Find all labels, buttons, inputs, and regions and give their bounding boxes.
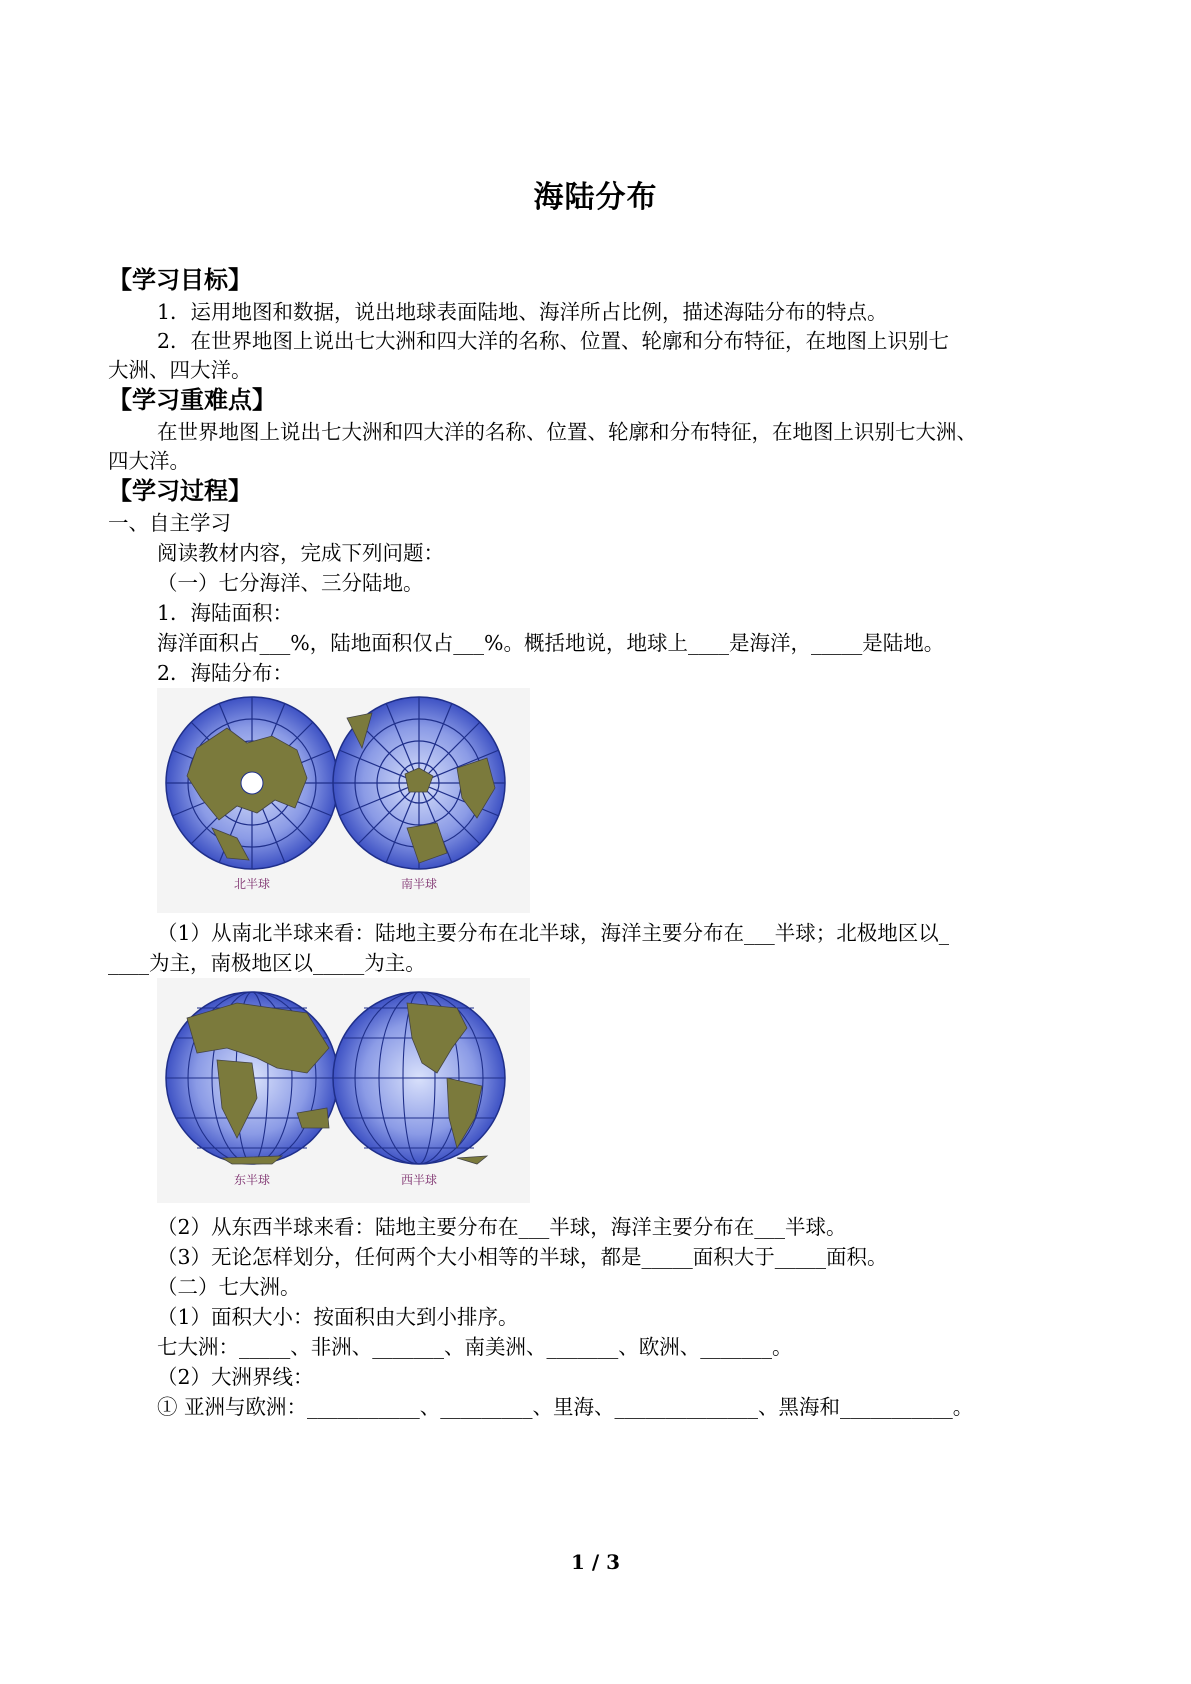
hemisphere-map-east-west: [157, 978, 530, 1203]
goal-item-2-cont: 大洲、四大洋。: [108, 358, 252, 382]
subsection-heading: （二）七大洲。: [157, 1275, 301, 1299]
instruction: 阅读教材内容，完成下列问题：: [157, 541, 444, 565]
section-heading-goals: 【学习目标】: [108, 265, 252, 294]
page-title: 海陆分布: [533, 180, 658, 215]
section-heading-process: 【学习过程】: [108, 476, 252, 505]
question-heading: （2）大洲界线：: [157, 1365, 314, 1389]
section-heading-key: 【学习重难点】: [108, 385, 276, 414]
label-east-hemisphere: 东半球: [233, 1173, 271, 1187]
subsection-heading: （一）七分海洋、三分陆地。: [157, 571, 424, 595]
label-south-hemisphere: 南半球: [400, 877, 438, 891]
question-line: （3）无论怎样划分，任何两个大小相等的半球，都是_____面积大于_____面积。: [157, 1245, 888, 1269]
globe-south: [333, 697, 505, 869]
question-line: （2）从东西半球来看：陆地主要分布在___半球，海洋主要分布在___半球。: [157, 1215, 847, 1239]
question-line: （1）从南北半球来看：陆地主要分布在北半球，海洋主要分布在___半球；北极地区以_: [157, 921, 950, 945]
goal-item-1: 1．运用地图和数据，说出地球表面陆地、海洋所占比例，描述海陆分布的特点。: [157, 300, 888, 324]
page-number: 1 / 3: [570, 1550, 621, 1574]
question-heading: 1．海陆面积：: [157, 601, 294, 625]
key-point: 在世界地图上说出七大洲和四大洋的名称、位置、轮廓和分布特征，在地图上识别七大洲、: [157, 420, 977, 444]
globe-west: [333, 992, 505, 1164]
goal-item-2: 2．在世界地图上说出七大洲和四大洋的名称、位置、轮廓和分布特征，在地图上识别七: [157, 329, 950, 353]
question-fill-line: 七大洲：_____、非洲、_______、南美洲、_______、欧洲、_______。: [157, 1335, 793, 1359]
globe-east: [166, 992, 338, 1164]
key-point-cont: 四大洋。: [108, 449, 190, 473]
question-fill-line: 海洋面积占___%，陆地面积仅占___%。概括地说，地球上____是海洋，_____是陆地。: [157, 631, 945, 655]
question-heading: 2．海陆分布：: [157, 661, 294, 685]
question-line-cont: ____为主，南极地区以_____为主。: [108, 951, 426, 975]
part-heading: 一、自主学习: [108, 511, 231, 535]
label-north-hemisphere: 北半球: [233, 877, 271, 891]
hemisphere-map-north-south: [157, 688, 530, 913]
question-fill-line: ① 亚洲与欧洲：___________、_________、里海、______________、黑海和___________。: [157, 1395, 974, 1419]
globe-north: [166, 697, 338, 869]
question-heading: （1）面积大小：按面积由大到小排序。: [157, 1305, 519, 1329]
label-west-hemisphere: 西半球: [400, 1173, 438, 1187]
